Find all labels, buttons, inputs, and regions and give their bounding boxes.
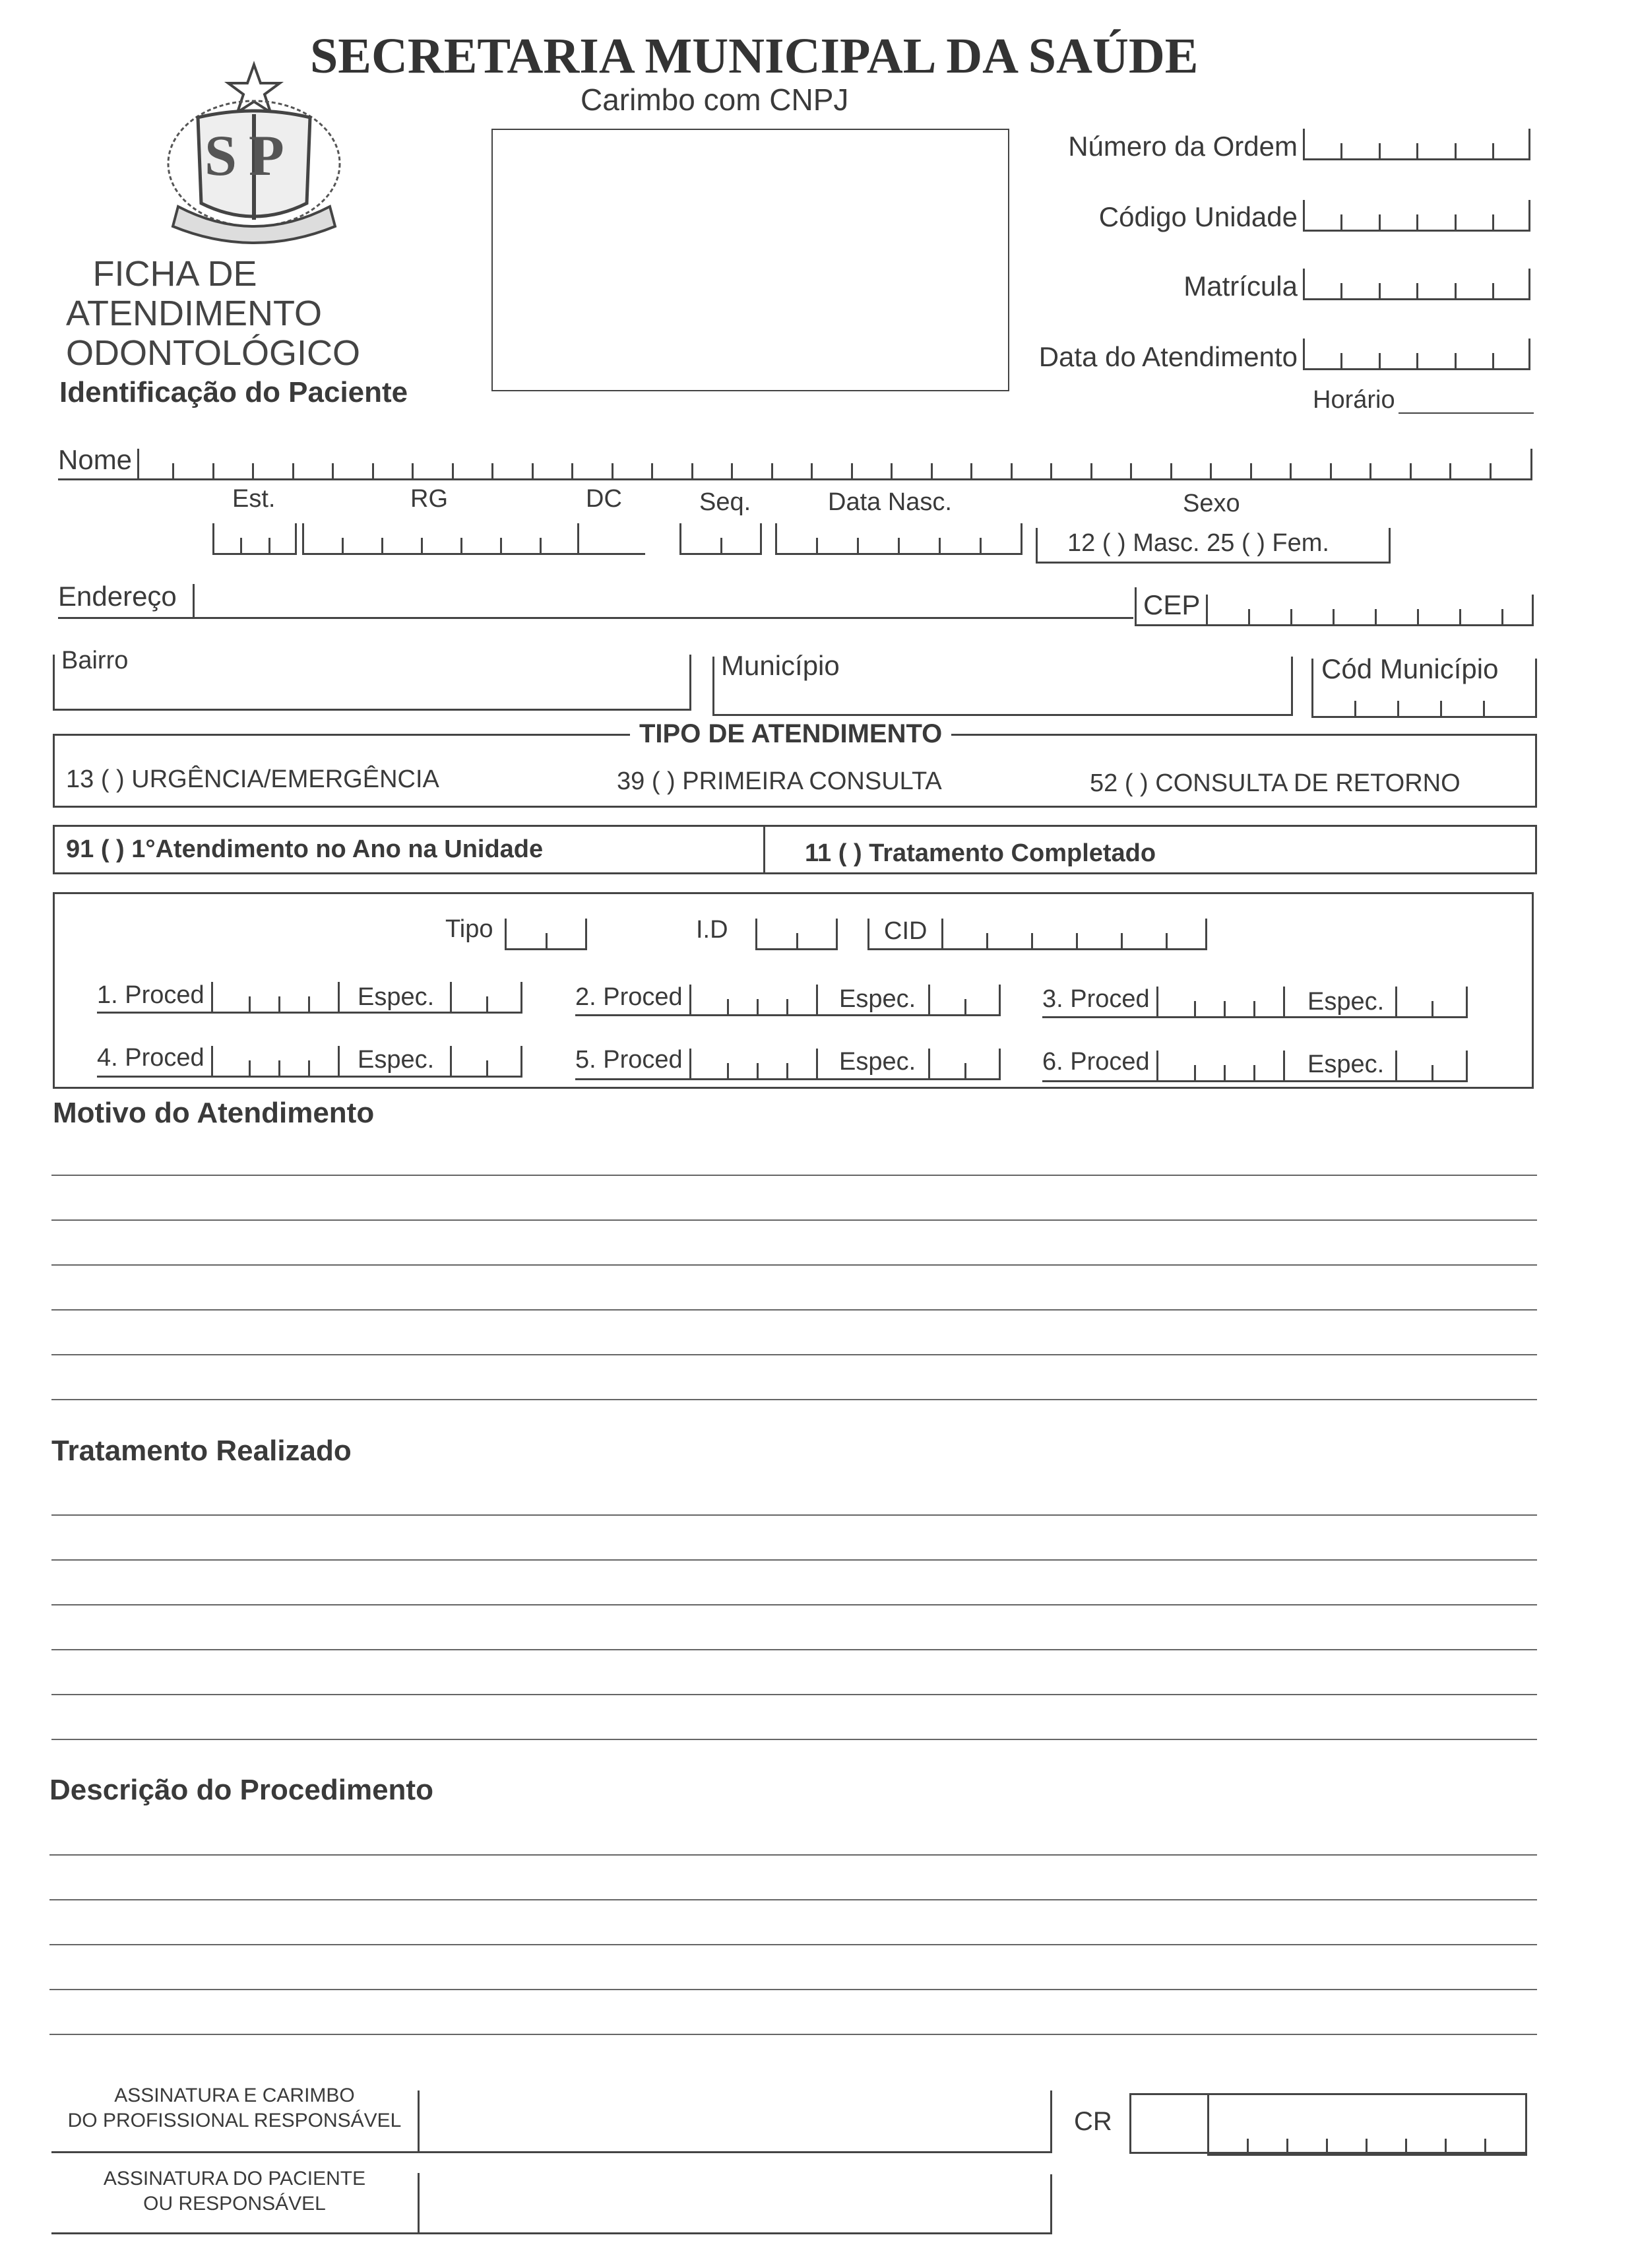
sexo-options[interactable]: 12 ( ) Masc. 25 ( ) Fem. [1067,529,1329,557]
stamp-label: Carimbo com CNPJ [581,82,849,117]
proced-5-field[interactable] [575,1078,1001,1080]
data-atendimento-label: Data do Atendimento [1038,341,1298,372]
seq-field[interactable] [679,553,762,555]
codigo-unidade-label: Código Unidade [1098,201,1298,232]
assinatura-profissional-line-2: DO PROFISSIONAL RESPONSÁVEL [67,2109,402,2131]
motivo-line-3[interactable] [51,1264,1537,1266]
assinatura-paciente-line-2: OU RESPONSÁVEL [143,2192,326,2215]
assinatura-paciente-line-1: ASSINATURA DO PACIENTE [103,2168,366,2189]
cid-label: CID [884,917,928,945]
coat-of-arms-logo [158,65,350,249]
section-identification: Identificação do Paciente [59,376,408,408]
descricao-heading: Descrição do Procedimento [49,1774,433,1806]
data-nasc-field[interactable] [775,553,1022,555]
consulta-retorno-option[interactable]: 52 ( ) CONSULTA DE RETORNO [1090,769,1461,797]
tratamento-heading: Tratamento Realizado [51,1435,352,1467]
assinatura-paciente-end [1050,2174,1052,2234]
tipo-atendimento-title: TIPO DE ATENDIMENTO [630,719,951,749]
proced-5-label: 5. Proced [575,1046,683,1074]
est-label: Est. [232,485,276,513]
motivo-line-5[interactable] [51,1354,1537,1355]
assinatura-paciente-label [51,2166,418,2216]
assinatura-profissional-label [51,2083,418,2133]
cod-municipio-label: Cód Município [1321,653,1499,684]
espec-3-label: Espec. [1307,988,1385,1016]
cr-label: CR [1074,2107,1112,2136]
dc-label: DC [586,485,622,513]
primeira-consulta-option[interactable]: 39 ( ) PRIMEIRA CONSULTA [617,767,942,795]
data-atendimento-field[interactable] [1303,368,1530,370]
tratamento-line-2[interactable] [51,1559,1537,1561]
proced-2-field[interactable] [575,1014,1001,1016]
descricao-line-4[interactable] [49,1989,1537,1990]
proced-3-label: 3. Proced [1042,985,1150,1013]
motivo-line-2[interactable] [51,1219,1537,1221]
cep-field-start [1135,587,1137,626]
form-title-line-2: ATENDIMENTO [66,294,323,333]
motivo-line-1[interactable] [51,1175,1537,1176]
tipo-label: Tipo [445,915,493,943]
tratamento-line-5[interactable] [51,1694,1537,1695]
tratamento-completado-option[interactable]: 11 ( ) Tratamento Completado [805,839,1156,867]
primeiro-atendimento-option[interactable]: 91 ( ) 1°Atendimento no Ano na Unidade [66,835,544,863]
assinatura-profissional-line-1: ASSINATURA E CARIMBO [114,2085,355,2106]
data-nasc-label: Data Nasc. [828,488,952,516]
horario-label: Horário [1313,386,1395,414]
seq-label: Seq. [699,488,751,516]
assinatura-paciente-divider [418,2173,420,2232]
proced-1-label: 1. Proced [97,981,204,1009]
rg-label: RG [410,485,448,513]
matricula-label: Matrícula [1183,271,1298,302]
motivo-line-6[interactable] [51,1399,1537,1400]
id-field[interactable] [755,948,838,950]
descricao-line-3[interactable] [49,1944,1537,1945]
assinatura-profissional-divider [418,2090,420,2151]
motivo-heading: Motivo do Atendimento [53,1097,375,1129]
rg-field[interactable] [302,553,579,555]
descricao-line-2[interactable] [49,1899,1537,1900]
cr-field[interactable] [1129,2093,1527,2154]
descricao-line-5[interactable] [49,2034,1537,2035]
stamp-box[interactable] [491,129,1009,391]
matricula-field[interactable] [1303,298,1530,300]
endereco-field-start [193,584,195,617]
espec-1-label: Espec. [358,983,435,1011]
proced-2-label: 2. Proced [575,983,683,1011]
sexo-label: Sexo [1183,490,1240,517]
numero-ordem-label: Número da Ordem [1068,131,1298,162]
urgencia-option[interactable]: 13 ( ) URGÊNCIA/EMERGÊNCIA [66,765,439,793]
motivo-line-4[interactable] [51,1309,1537,1311]
proced-6-label: 6. Proced [1042,1048,1150,1076]
tratamento-line-1[interactable] [51,1514,1537,1516]
cep-label: CEP [1143,589,1201,620]
endereco-label: Endereço [58,581,177,612]
espec-5-label: Espec. [839,1048,916,1076]
proced-1-field[interactable] [97,1012,522,1014]
proced-4-label: 4. Proced [97,1044,204,1072]
tipo-field[interactable] [505,948,587,950]
form-title-line-3: ODONTOLÓGICO [66,333,361,373]
cr-field-divider [1207,2093,1209,2154]
assinatura-profissional-field[interactable] [51,2151,1051,2153]
form-title [66,254,361,373]
page-title: SECRETARIA MUNICIPAL DA SAÚDE [310,28,1199,84]
assinatura-profissional-end [1050,2090,1052,2153]
assinatura-paciente-field[interactable] [51,2232,1051,2234]
numero-ordem-field[interactable] [1303,158,1530,160]
proced-3-field[interactable] [1042,1016,1468,1018]
horario-field[interactable] [1399,412,1534,414]
id-label: I.D [696,916,728,944]
cr-cells [1207,2154,1527,2156]
espec-4-label: Espec. [358,1046,435,1074]
nome-label: Nome [58,444,133,475]
bairro-field[interactable] [53,655,691,711]
tratamento-line-4[interactable] [51,1649,1537,1650]
cep-field[interactable] [1135,624,1534,626]
cid-field[interactable] [867,948,1207,950]
proced-4-field[interactable] [97,1076,522,1078]
bairro-label: Bairro [61,647,129,674]
descricao-line-1[interactable] [49,1854,1537,1856]
codigo-unidade-field[interactable] [1303,230,1530,232]
espec-2-label: Espec. [839,985,916,1013]
dc-field[interactable] [579,553,645,555]
tratamento-line-3[interactable] [51,1604,1537,1605]
est-field[interactable] [212,553,297,555]
tratamento-line-6[interactable] [51,1739,1537,1740]
form-title-line-1: FICHA DE [92,254,257,294]
espec-6-label: Espec. [1307,1051,1385,1078]
endereco-field[interactable] [58,617,1133,619]
atendimento-status-divider [763,825,765,874]
cod-municipio-cells [1311,716,1537,718]
municipio-label: Município [721,650,840,681]
nome-field[interactable] [58,478,1532,480]
logo-monogram: SP [204,124,296,188]
proced-6-field[interactable] [1042,1080,1468,1082]
